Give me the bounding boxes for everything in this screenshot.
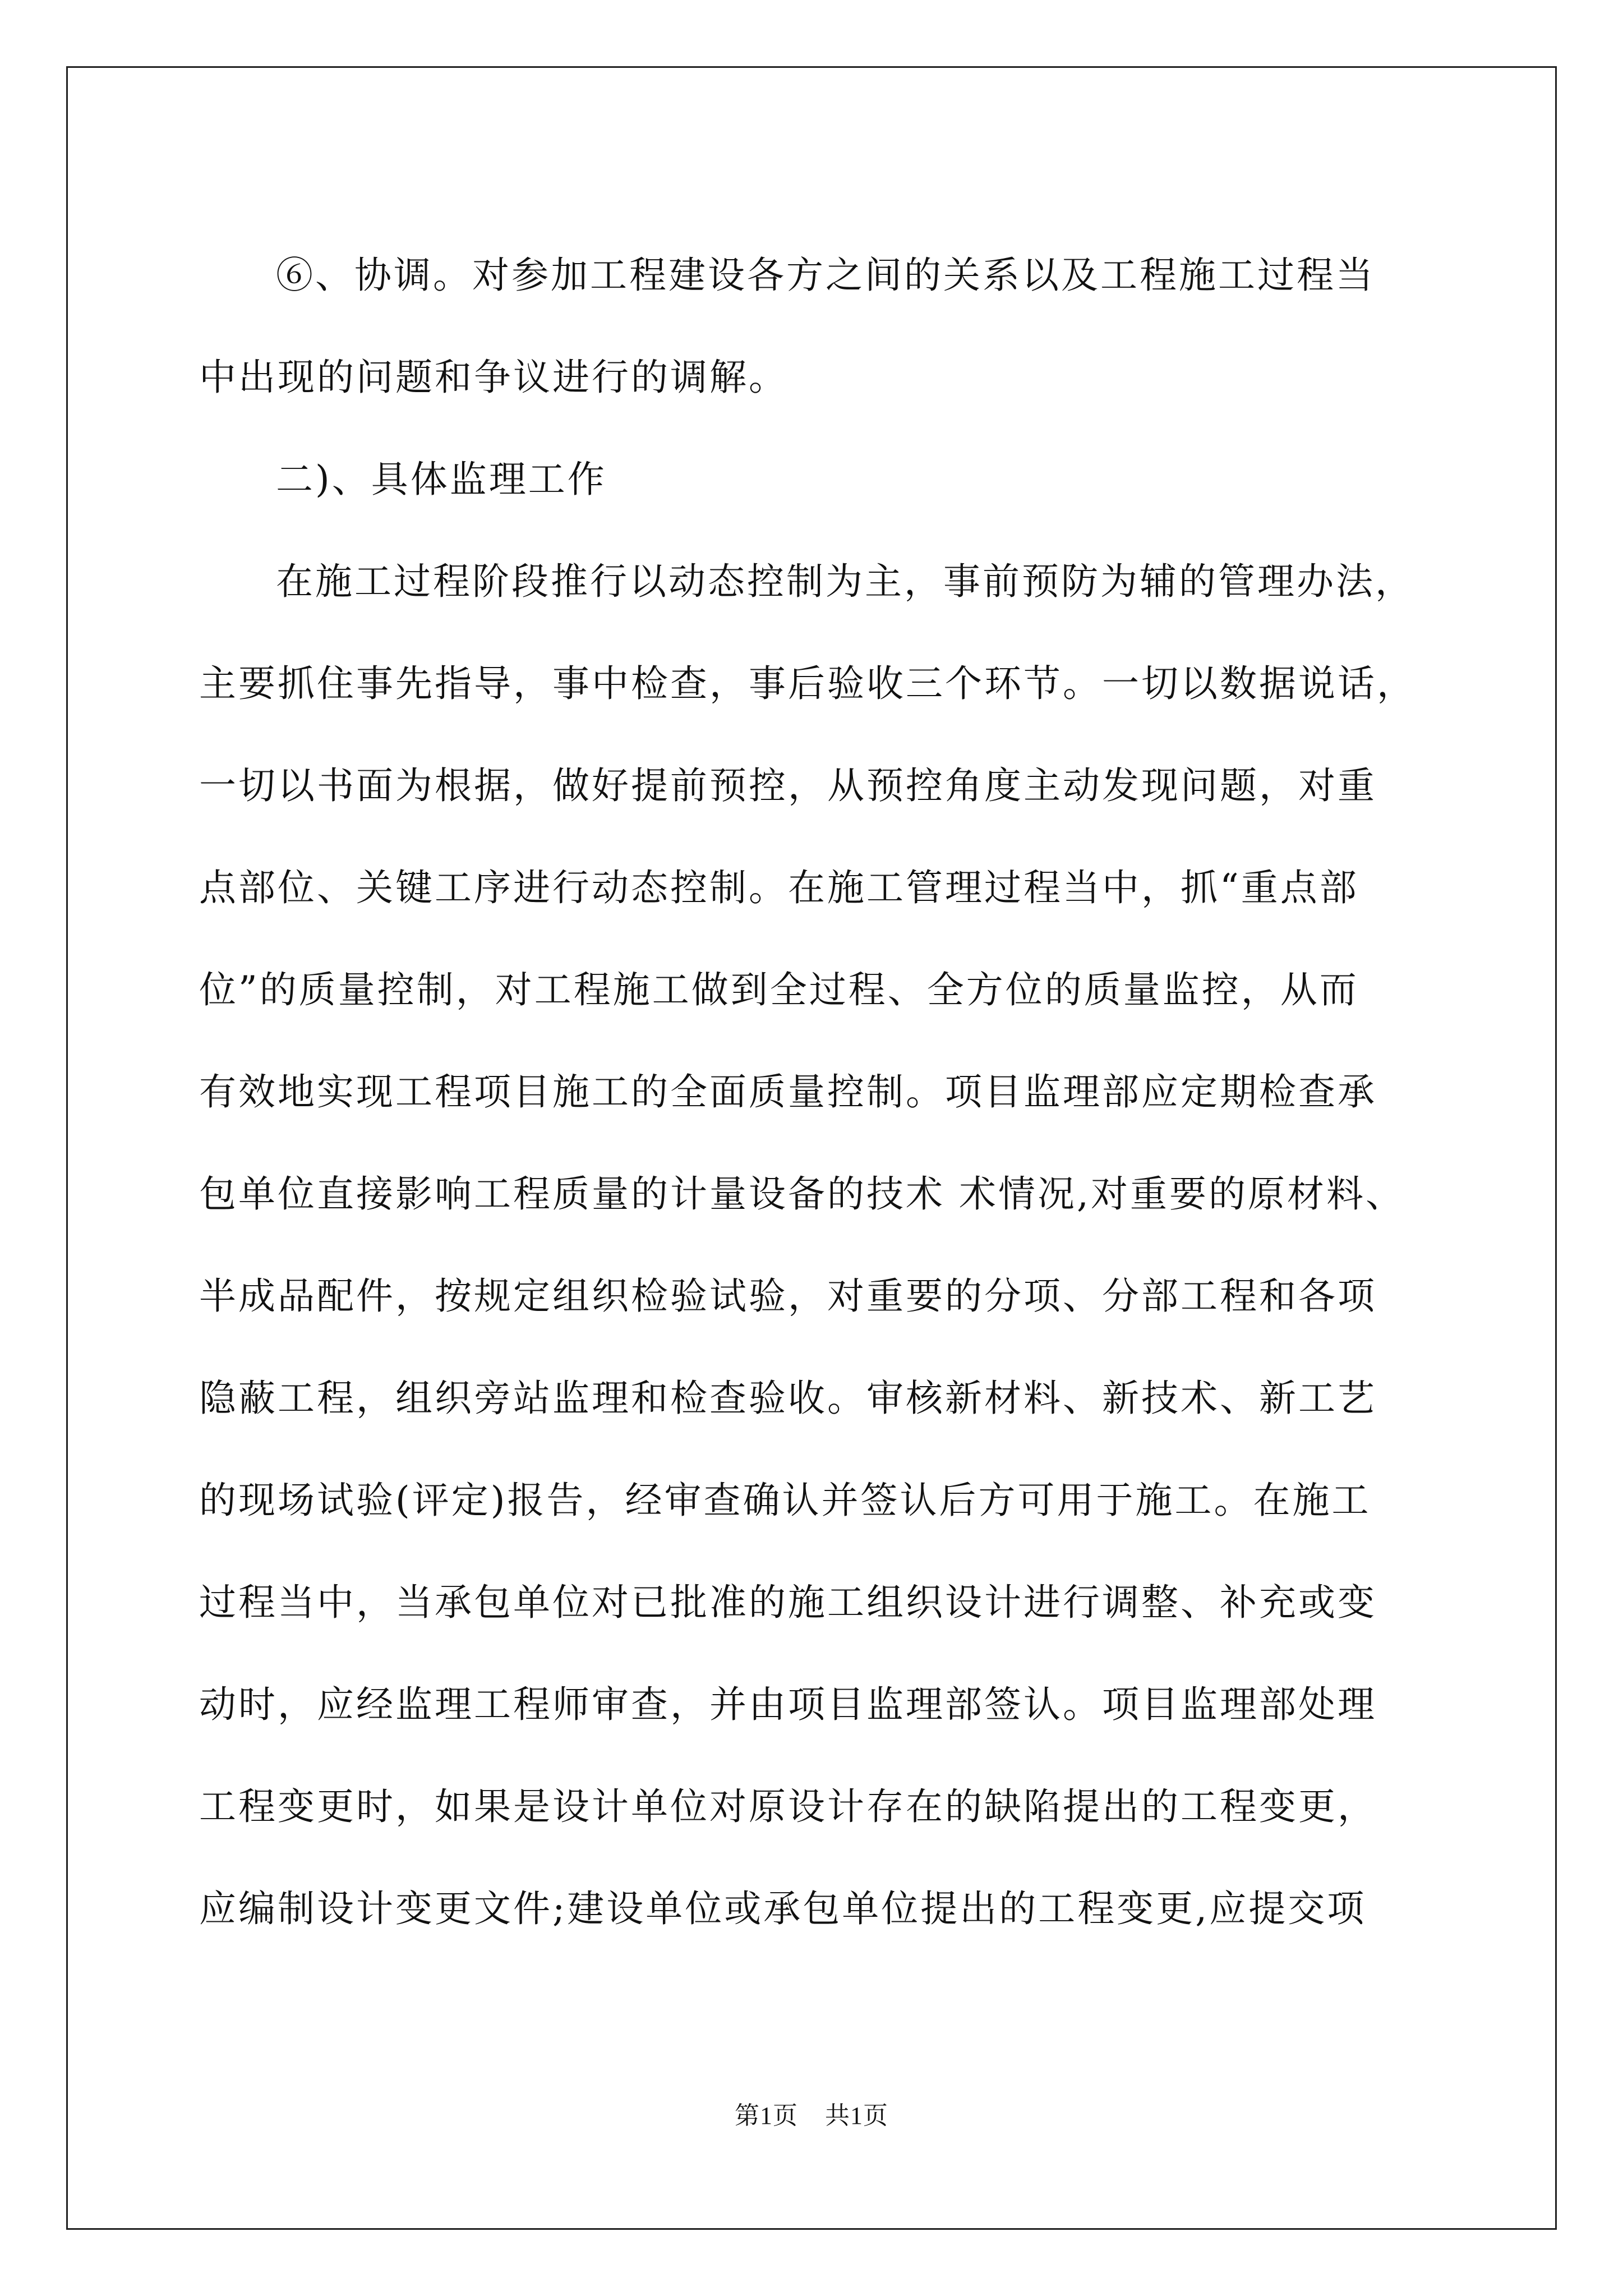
paragraph-line: 的现场试验(评定)报告，经审查确认并签认后方可用于施工。在施工	[199, 1479, 1371, 1522]
page-total: 共1页	[825, 2102, 888, 2129]
page-footer	[0, 2095, 1623, 2131]
paragraph-line: 中出现的问题和争议进行的调解。	[199, 356, 788, 399]
paragraph-line: 应编制设计变更文件;建设单位或承包单位提出的工程变更,应提交项	[199, 1887, 1367, 1930]
paragraph-line: 在施工过程阶段推行以动态控制为主，事前预防为辅的管理办法，	[276, 560, 1414, 603]
section-heading: 二)、具体监理工作	[276, 458, 607, 501]
paragraph-line: 一切以书面为根据，做好提前预控，从预控角度主动发现问题，对重	[199, 764, 1377, 807]
paragraph-line: 过程当中，当承包单位对已批准的施工组织设计进行调整、补充或变	[199, 1581, 1377, 1624]
paragraph-line: 半成品配件，按规定组织检验试验，对重要的分项、分部工程和各项	[199, 1274, 1377, 1318]
paragraph-line: 包单位直接影响工程质量的计量设备的技术 术情况,对重要的原材料、	[199, 1172, 1405, 1216]
page-number: 第1页	[735, 2102, 798, 2129]
document-body	[199, 224, 1433, 1960]
paragraph-line: 点部位、关键工序进行动态控制。在施工管理过程当中，抓“重点部	[199, 866, 1359, 909]
paragraph-line: ⑥、协调。对参加工程建设各方之间的关系以及工程施工过程当	[276, 254, 1375, 297]
paragraph-line: 有效地实现工程项目施工的全面质量控制。项目监理部应定期检查承	[199, 1070, 1377, 1114]
paragraph-line: 工程变更时，如果是设计单位对原设计存在的缺陷提出的工程变更，	[199, 1785, 1377, 1828]
paragraph-line: 位”的质量控制，对工程施工做到全过程、全方位的质量监控，从而	[199, 968, 1359, 1011]
paragraph-line: 隐蔽工程，组织旁站监理和检查验收。审核新材料、新技术、新工艺	[199, 1377, 1377, 1420]
paragraph-line: 主要抓住事先指导，事中检查，事后验收三个环节。一切以数据说话，	[199, 662, 1416, 705]
paragraph-line: 动时，应经监理工程师审查，并由项目监理部签认。项目监理部处理	[199, 1683, 1377, 1726]
